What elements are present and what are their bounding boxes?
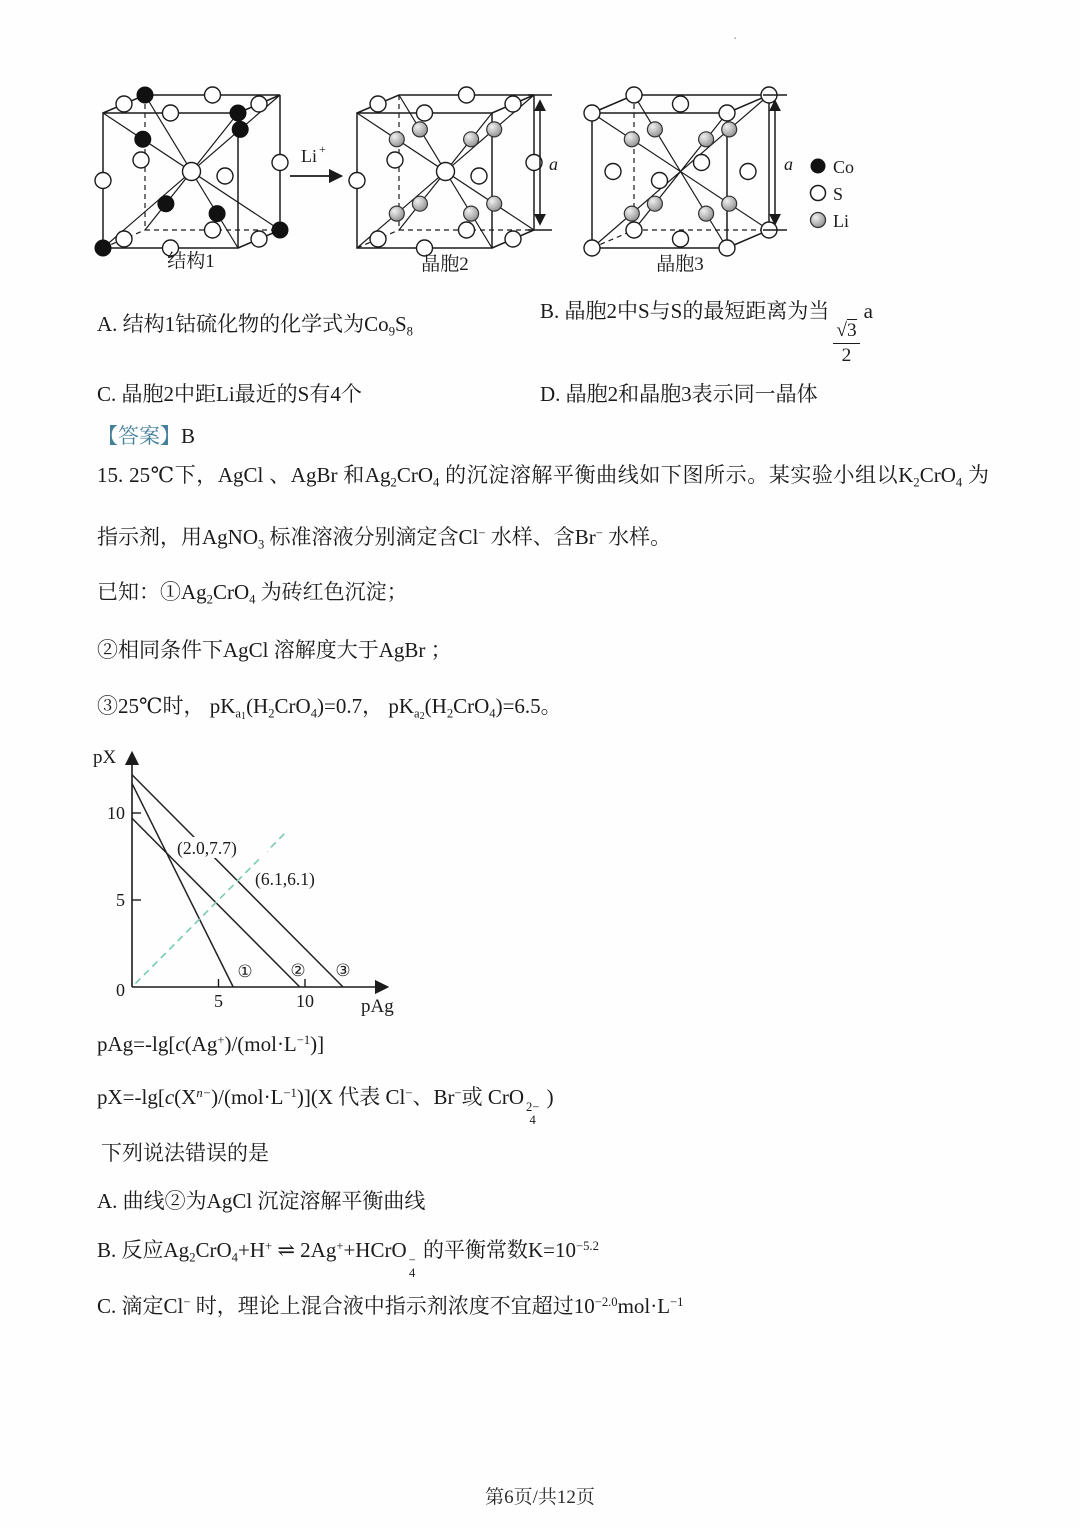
q15-known-2: ②相同条件下AgCl 溶解度大于AgBr ； <box>97 638 452 662</box>
x-axis-label: pAg <box>361 996 394 1017</box>
series-curve-1-Ag2CrO4 <box>132 783 233 987</box>
annotation-label: (6.1,6.1) <box>255 869 315 889</box>
q15-known-1: 已知：$①Ag_2CrO_4$ 为砖红色沉淀； <box>97 580 408 607</box>
q15-question: 下列说法错误的是 <box>101 1141 269 1165</box>
s-legend-label: S <box>833 184 844 204</box>
cell3-a-label: a <box>784 154 793 174</box>
cell2-diagram <box>349 87 542 256</box>
q14-option-c: C. 晶胞2中距Li最近的S有4个 <box>97 382 362 406</box>
cell2-caption: 晶胞2 <box>421 254 469 275</box>
co-legend-icon <box>811 159 826 174</box>
page-footer: 第6页/共12页 <box>485 1487 595 1508</box>
cell3-caption: 晶胞3 <box>656 254 704 275</box>
x-tick-label: 5 <box>214 991 223 1011</box>
answer-label: 【答案】 <box>97 424 181 448</box>
s-legend-icon <box>811 186 826 201</box>
crystal-structure-figure <box>85 80 965 278</box>
p-x-definition: $pX=-\lg[c(X^{n-})/(mol\cdot L^{-1})](X$ 代表 Cl−、Br−或 CrO 2− 4 ) <box>97 1085 554 1128</box>
curve-number-label: ② <box>290 961 306 980</box>
y-tick-label: 5 <box>116 890 125 910</box>
equilibrium-chart <box>85 737 485 1027</box>
cell2-a-label: a <box>549 154 558 174</box>
q15-option-b: B. 反应$Ag_2CrO_4+H^+$ ⇌ 2Ag++HCrO − 4 的平衡常数$K=10^{-5.2}$ <box>97 1238 599 1281</box>
q14-option-b: B. 晶胞2中S与S的最短距离为当 $\frac{√3}{2}$ a <box>540 299 873 366</box>
cell3-diagram <box>584 87 777 256</box>
x-tick-label: 10 <box>296 991 314 1011</box>
q14-option-d: D. 晶胞2和晶胞3表示同一晶体 <box>540 382 818 406</box>
q15-option-c: C. 滴定Cl− 时，理论上混合液中指示剂浓度不宜超过$10^{-2.0}mol\cdot L^{-1}$ <box>97 1294 684 1318</box>
curve-number-label: ③ <box>335 961 351 980</box>
q15-option-a: A. 曲线②为AgCl 沉淀溶解平衡曲线 <box>97 1189 426 1213</box>
li-plus-arrow <box>290 142 341 176</box>
arrow-label: Li <box>301 146 317 166</box>
q14-option-a: A. 结构1钴硫化物的化学式为$Co_9S_8$ <box>97 312 413 339</box>
structure1-caption: 结构1 <box>167 251 215 272</box>
structure1-diagram <box>95 87 288 256</box>
q15-stem: 15. 25℃下，AgCl 、AgBr 和$Ag_2CrO_4$ 的沉淀溶解平衡曲线如下图所示。某实验小组以$K_2CrO_4$ 为指示剂，用AgNO$_3$ 标准溶液分别滴定含Cl− 水样、含Br− 水样。 <box>97 463 989 552</box>
origin-label: 0 <box>116 980 125 1000</box>
figure-legend <box>811 157 855 231</box>
y-tick-label: 10 <box>107 803 125 823</box>
answer-value: B <box>181 424 196 448</box>
co-legend-label: Co <box>833 157 855 177</box>
q15-known-3: ③25℃时， $pK_{a1}(H_2CrO_4)=0.7$， $pK_{a2}(H_2CrO_4)=6.5$。 <box>97 694 562 723</box>
y-axis-label: pX <box>93 747 117 768</box>
stray-dot: · <box>733 32 738 47</box>
p-ag-definition: $pAg=-\lg[c(Ag^+)/(mol\cdot L^{-1})]$ <box>97 1032 325 1056</box>
li-legend-icon <box>811 213 826 228</box>
curve-number-label: ① <box>237 962 253 981</box>
arrow-label-sup: + <box>319 142 326 156</box>
li-legend-label: Li <box>833 211 849 231</box>
annotation-label: (2.0,7.7) <box>177 838 237 858</box>
